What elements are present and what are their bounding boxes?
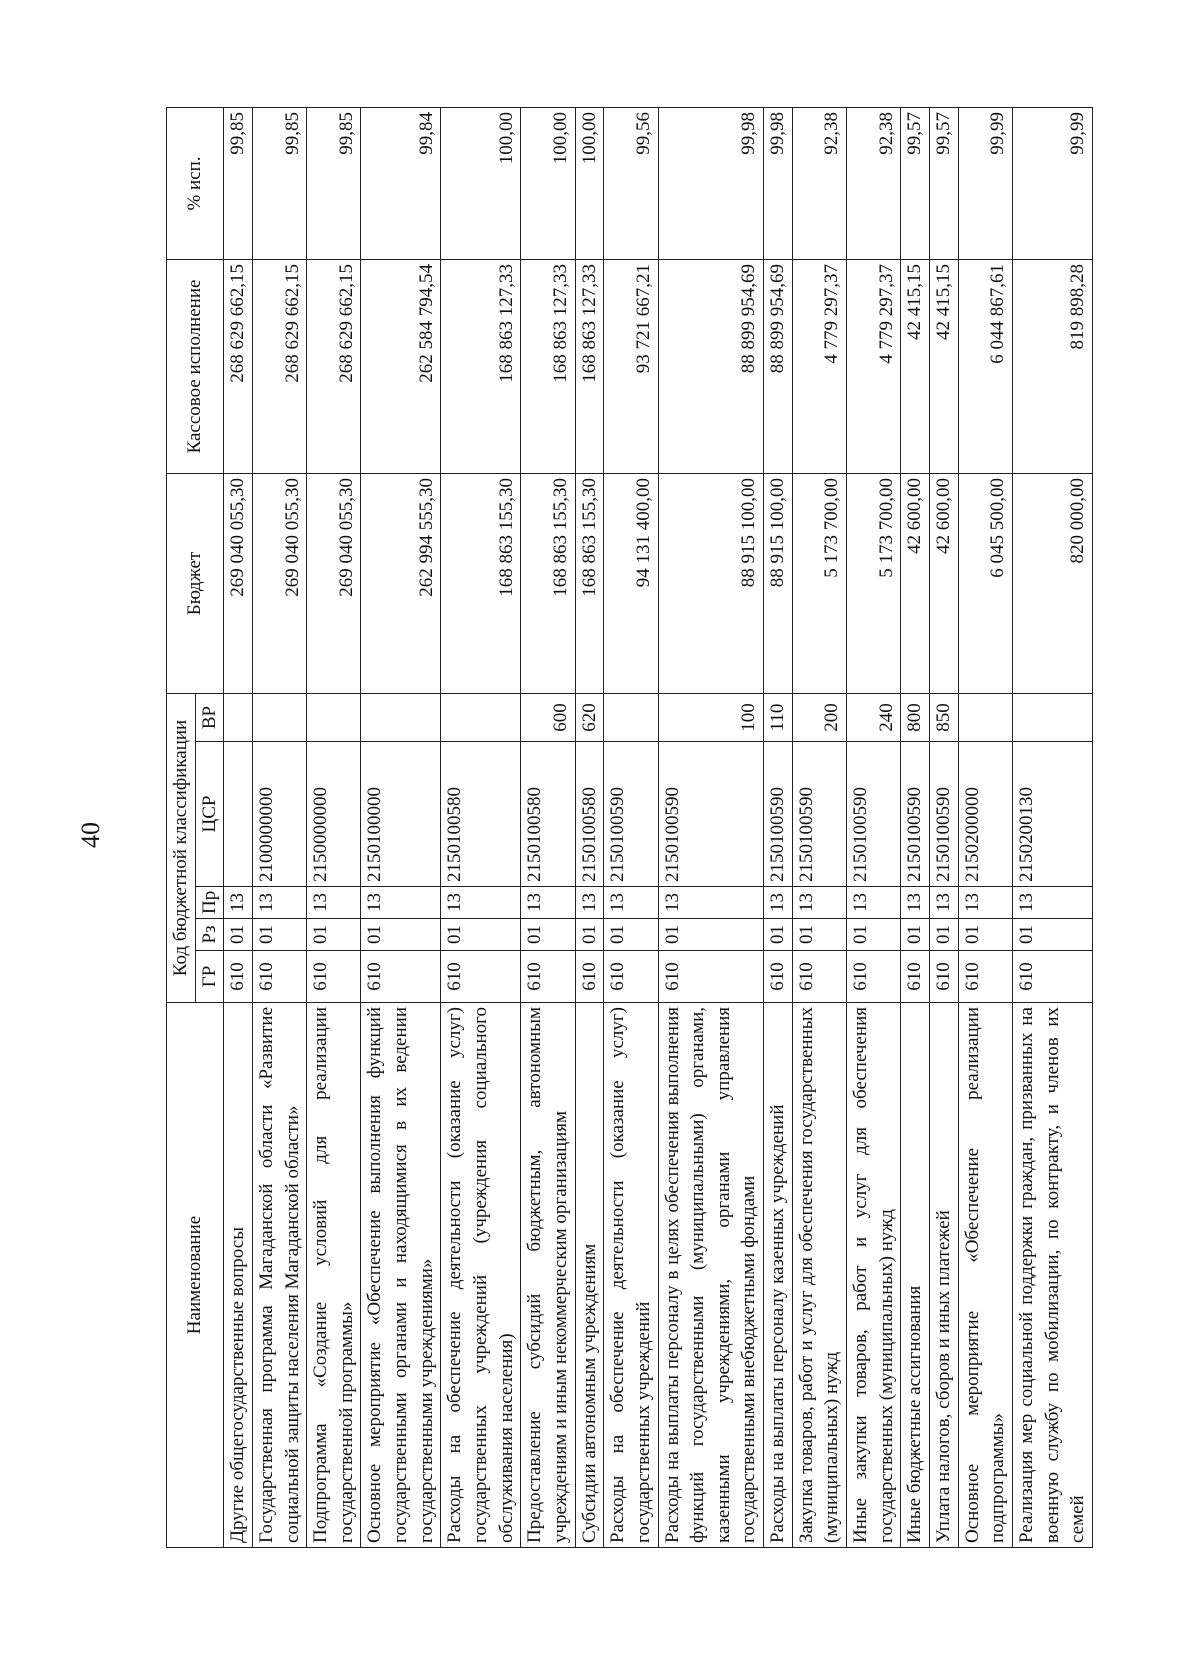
cell-gr: 610 [1012, 951, 1092, 1003]
cell-cash: 93 721 667,21 [604, 259, 658, 473]
cell-pr: 13 [847, 887, 901, 919]
cell-pct: 99,98 [658, 107, 764, 259]
cell-pct: 99,99 [1012, 107, 1092, 259]
cell-name: Другие общегосударственные вопросы [224, 1003, 253, 1548]
table-row [1012, 107, 1092, 1547]
cell-csr: 2150100000 [361, 742, 441, 887]
cell-pr: 13 [441, 887, 521, 919]
table-row [958, 107, 1012, 1547]
cell-rz: 01 [792, 919, 846, 951]
header-vr: ВР [195, 693, 224, 741]
cell-budget: 269 040 055,30 [307, 473, 361, 693]
cell-cash: 4 779 297,37 [847, 259, 901, 473]
cell-csr: 2150100590 [658, 742, 764, 887]
cell-budget: 42 600,00 [901, 473, 930, 693]
table-row [575, 107, 604, 1547]
cell-cash: 88 899 954,69 [764, 259, 793, 473]
rotated-table-container [166, 108, 1089, 1548]
cell-vr: 600 [521, 693, 575, 741]
cell-csr: 2150200000 [958, 742, 1012, 887]
cell-vr [1012, 693, 1092, 741]
cell-rz: 01 [658, 919, 764, 951]
cell-pr: 13 [307, 887, 361, 919]
cell-name: Расходы на обеспечение деятельности (оказание услуг) государственных учреждений [604, 1003, 658, 1548]
cell-name: Иные закупки товаров, работ и услуг для обеспечения государственных (муниципальных) нужд [847, 1003, 901, 1548]
cell-pct: 99,57 [901, 107, 930, 259]
cell-gr: 610 [521, 951, 575, 1003]
cell-csr: 2150100590 [847, 742, 901, 887]
cell-cash: 168 863 127,33 [441, 259, 521, 473]
header-rz: Рз [195, 919, 224, 951]
cell-gr: 610 [575, 951, 604, 1003]
cell-budget: 6 045 500,00 [958, 473, 1012, 693]
header-budget: Бюджет [167, 473, 224, 693]
cell-pct: 99,85 [224, 107, 253, 259]
cell-name: Основное мероприятие «Обеспечение реализации подпрограммы» [958, 1003, 1012, 1548]
cell-cash: 168 863 127,33 [575, 259, 604, 473]
cell-vr [361, 693, 441, 741]
cell-pct: 100,00 [521, 107, 575, 259]
table-row [604, 107, 658, 1547]
cell-vr: 850 [929, 693, 958, 741]
cell-budget: 269 040 055,30 [252, 473, 306, 693]
cell-cash: 819 898,28 [1012, 259, 1092, 473]
cell-name: Расходы на обеспечение деятельности (оказание услуг) государственных учреждений (учреждения социального обслуживания населения) [441, 1003, 521, 1548]
cell-rz: 01 [307, 919, 361, 951]
cell-gr: 610 [361, 951, 441, 1003]
cell-vr: 800 [901, 693, 930, 741]
table-row [658, 107, 764, 1547]
cell-rz: 01 [575, 919, 604, 951]
cell-csr: 2150200130 [1012, 742, 1092, 887]
cell-gr: 610 [847, 951, 901, 1003]
table-row [361, 107, 441, 1547]
cell-name: Основное мероприятие «Обеспечение выполнения функций государственными органами и находящимися в их ведении государственными учреждениями» [361, 1003, 441, 1548]
cell-vr: 240 [847, 693, 901, 741]
header-gr: ГР [195, 951, 224, 1003]
cell-vr [224, 693, 253, 741]
cell-gr: 610 [604, 951, 658, 1003]
cell-rz: 01 [361, 919, 441, 951]
table-row [252, 107, 306, 1547]
cell-budget: 262 994 555,30 [361, 473, 441, 693]
cell-cash: 262 584 794,54 [361, 259, 441, 473]
table-row [521, 107, 575, 1547]
cell-gr: 610 [958, 951, 1012, 1003]
cell-vr: 620 [575, 693, 604, 741]
table-body [224, 107, 1093, 1547]
cell-cash: 268 629 662,15 [252, 259, 306, 473]
cell-rz: 01 [441, 919, 521, 951]
cell-pr: 13 [224, 887, 253, 919]
cell-budget: 88 915 100,00 [658, 473, 764, 693]
cell-pct: 99,85 [307, 107, 361, 259]
cell-cash: 88 899 954,69 [658, 259, 764, 473]
cell-csr: 2150000000 [307, 742, 361, 887]
cell-cash: 268 629 662,15 [307, 259, 361, 473]
cell-cash: 4 779 297,37 [792, 259, 846, 473]
cell-pr: 13 [604, 887, 658, 919]
cell-pr: 13 [521, 887, 575, 919]
table-row [929, 107, 958, 1547]
cell-pr: 13 [252, 887, 306, 919]
header-pr: Пр [195, 887, 224, 919]
budget-table [166, 107, 1093, 1548]
cell-pr: 13 [929, 887, 958, 919]
cell-csr: 2150100580 [521, 742, 575, 887]
cell-gr: 610 [252, 951, 306, 1003]
cell-name: Закупка товаров, работ и услуг для обеспечения государственных (муниципальных) нужд [792, 1003, 846, 1548]
cell-name: Подпрограмма «Создание условий для реализации государственной программы» [307, 1003, 361, 1548]
cell-vr [958, 693, 1012, 741]
cell-pct: 92,38 [847, 107, 901, 259]
cell-pr: 13 [1012, 887, 1092, 919]
cell-csr: 2150100580 [441, 742, 521, 887]
cell-csr: 2150100590 [604, 742, 658, 887]
cell-gr: 610 [764, 951, 793, 1003]
table-row [764, 107, 793, 1547]
cell-cash: 168 863 127,33 [521, 259, 575, 473]
cell-budget: 168 863 155,30 [575, 473, 604, 693]
cell-vr: 200 [792, 693, 846, 741]
cell-vr [441, 693, 521, 741]
cell-name: Предоставление субсидий бюджетным, автономным учреждениям и иным некоммерческим организациям [521, 1003, 575, 1548]
cell-csr: 2150100590 [764, 742, 793, 887]
cell-pr: 13 [901, 887, 930, 919]
cell-vr [307, 693, 361, 741]
cell-budget: 94 131 400,00 [604, 473, 658, 693]
cell-pr: 13 [361, 887, 441, 919]
cell-gr: 610 [224, 951, 253, 1003]
header-cash: Кассовое исполнение [167, 259, 224, 473]
cell-csr: 2150100590 [929, 742, 958, 887]
cell-csr: 2150100590 [901, 742, 930, 887]
cell-csr: 2100000000 [252, 742, 306, 887]
cell-cash: 6 044 867,61 [958, 259, 1012, 473]
cell-gr: 610 [658, 951, 764, 1003]
cell-rz: 01 [847, 919, 901, 951]
cell-rz: 01 [901, 919, 930, 951]
table-row [441, 107, 521, 1547]
cell-cash: 42 415,15 [929, 259, 958, 473]
cell-name: Расходы на выплаты персоналу казенных учреждений [764, 1003, 793, 1548]
cell-pct: 99,85 [252, 107, 306, 259]
cell-rz: 01 [764, 919, 793, 951]
cell-gr: 610 [441, 951, 521, 1003]
cell-budget: 168 863 155,30 [441, 473, 521, 693]
cell-budget: 42 600,00 [929, 473, 958, 693]
cell-name: Иные бюджетные ассигнования [901, 1003, 930, 1548]
cell-vr: 110 [764, 693, 793, 741]
cell-budget: 168 863 155,30 [521, 473, 575, 693]
cell-rz: 01 [958, 919, 1012, 951]
cell-pct: 99,98 [764, 107, 793, 259]
cell-pr: 13 [792, 887, 846, 919]
table-row [847, 107, 901, 1547]
cell-rz: 01 [224, 919, 253, 951]
cell-pct: 99,99 [958, 107, 1012, 259]
cell-pct: 99,57 [929, 107, 958, 259]
cell-rz: 01 [929, 919, 958, 951]
table-row [224, 107, 253, 1547]
cell-pct: 92,38 [792, 107, 846, 259]
cell-csr: 2150100590 [792, 742, 846, 887]
cell-cash: 268 629 662,15 [224, 259, 253, 473]
cell-pr: 13 [575, 887, 604, 919]
cell-budget: 820 000,00 [1012, 473, 1092, 693]
cell-name: Государственная программа Магаданской области «Развитие социальной защиты населения Магаданской области» [252, 1003, 306, 1548]
cell-name: Расходы на выплаты персоналу в целях обеспечения выполнения функций государственными (муниципальными) органами, казенными учреждениями, органами управления государственными внебюджетными фондами [658, 1003, 764, 1548]
cell-vr [252, 693, 306, 741]
header-code-group: Код бюджетной классификации [167, 693, 196, 1002]
cell-budget: 88 915 100,00 [764, 473, 793, 693]
header-name: Наименование [167, 1003, 224, 1548]
cell-name: Уплата налогов, сборов и иных платежей [929, 1003, 958, 1548]
cell-vr: 100 [658, 693, 764, 741]
cell-budget: 5 173 700,00 [792, 473, 846, 693]
cell-pct: 100,00 [441, 107, 521, 259]
cell-gr: 610 [307, 951, 361, 1003]
cell-name: Субсидии автономным учреждениям [575, 1003, 604, 1548]
cell-cash: 42 415,15 [901, 259, 930, 473]
table-row [901, 107, 930, 1547]
table-row [792, 107, 846, 1547]
cell-pr: 13 [764, 887, 793, 919]
cell-vr [604, 693, 658, 741]
page-number: 40 [76, 822, 105, 848]
header-csr: ЦСР [195, 742, 224, 887]
cell-rz: 01 [1012, 919, 1092, 951]
cell-csr [224, 742, 253, 887]
cell-name: Реализация мер социальной поддержки граждан, призванных на военную службу по мобилизации, по контракту, и членов их семей [1012, 1003, 1092, 1548]
cell-pct: 99,84 [361, 107, 441, 259]
table-row [307, 107, 361, 1547]
cell-pct: 99,56 [604, 107, 658, 259]
cell-rz: 01 [521, 919, 575, 951]
header-pct: % исп. [167, 107, 224, 259]
cell-pr: 13 [658, 887, 764, 919]
cell-gr: 610 [792, 951, 846, 1003]
cell-pr: 13 [958, 887, 1012, 919]
header-row-1 [167, 107, 196, 1547]
cell-gr: 610 [901, 951, 930, 1003]
cell-rz: 01 [252, 919, 306, 951]
cell-budget: 269 040 055,30 [224, 473, 253, 693]
cell-budget: 5 173 700,00 [847, 473, 901, 693]
cell-gr: 610 [929, 951, 958, 1003]
cell-pct: 100,00 [575, 107, 604, 259]
cell-rz: 01 [604, 919, 658, 951]
cell-csr: 2150100580 [575, 742, 604, 887]
